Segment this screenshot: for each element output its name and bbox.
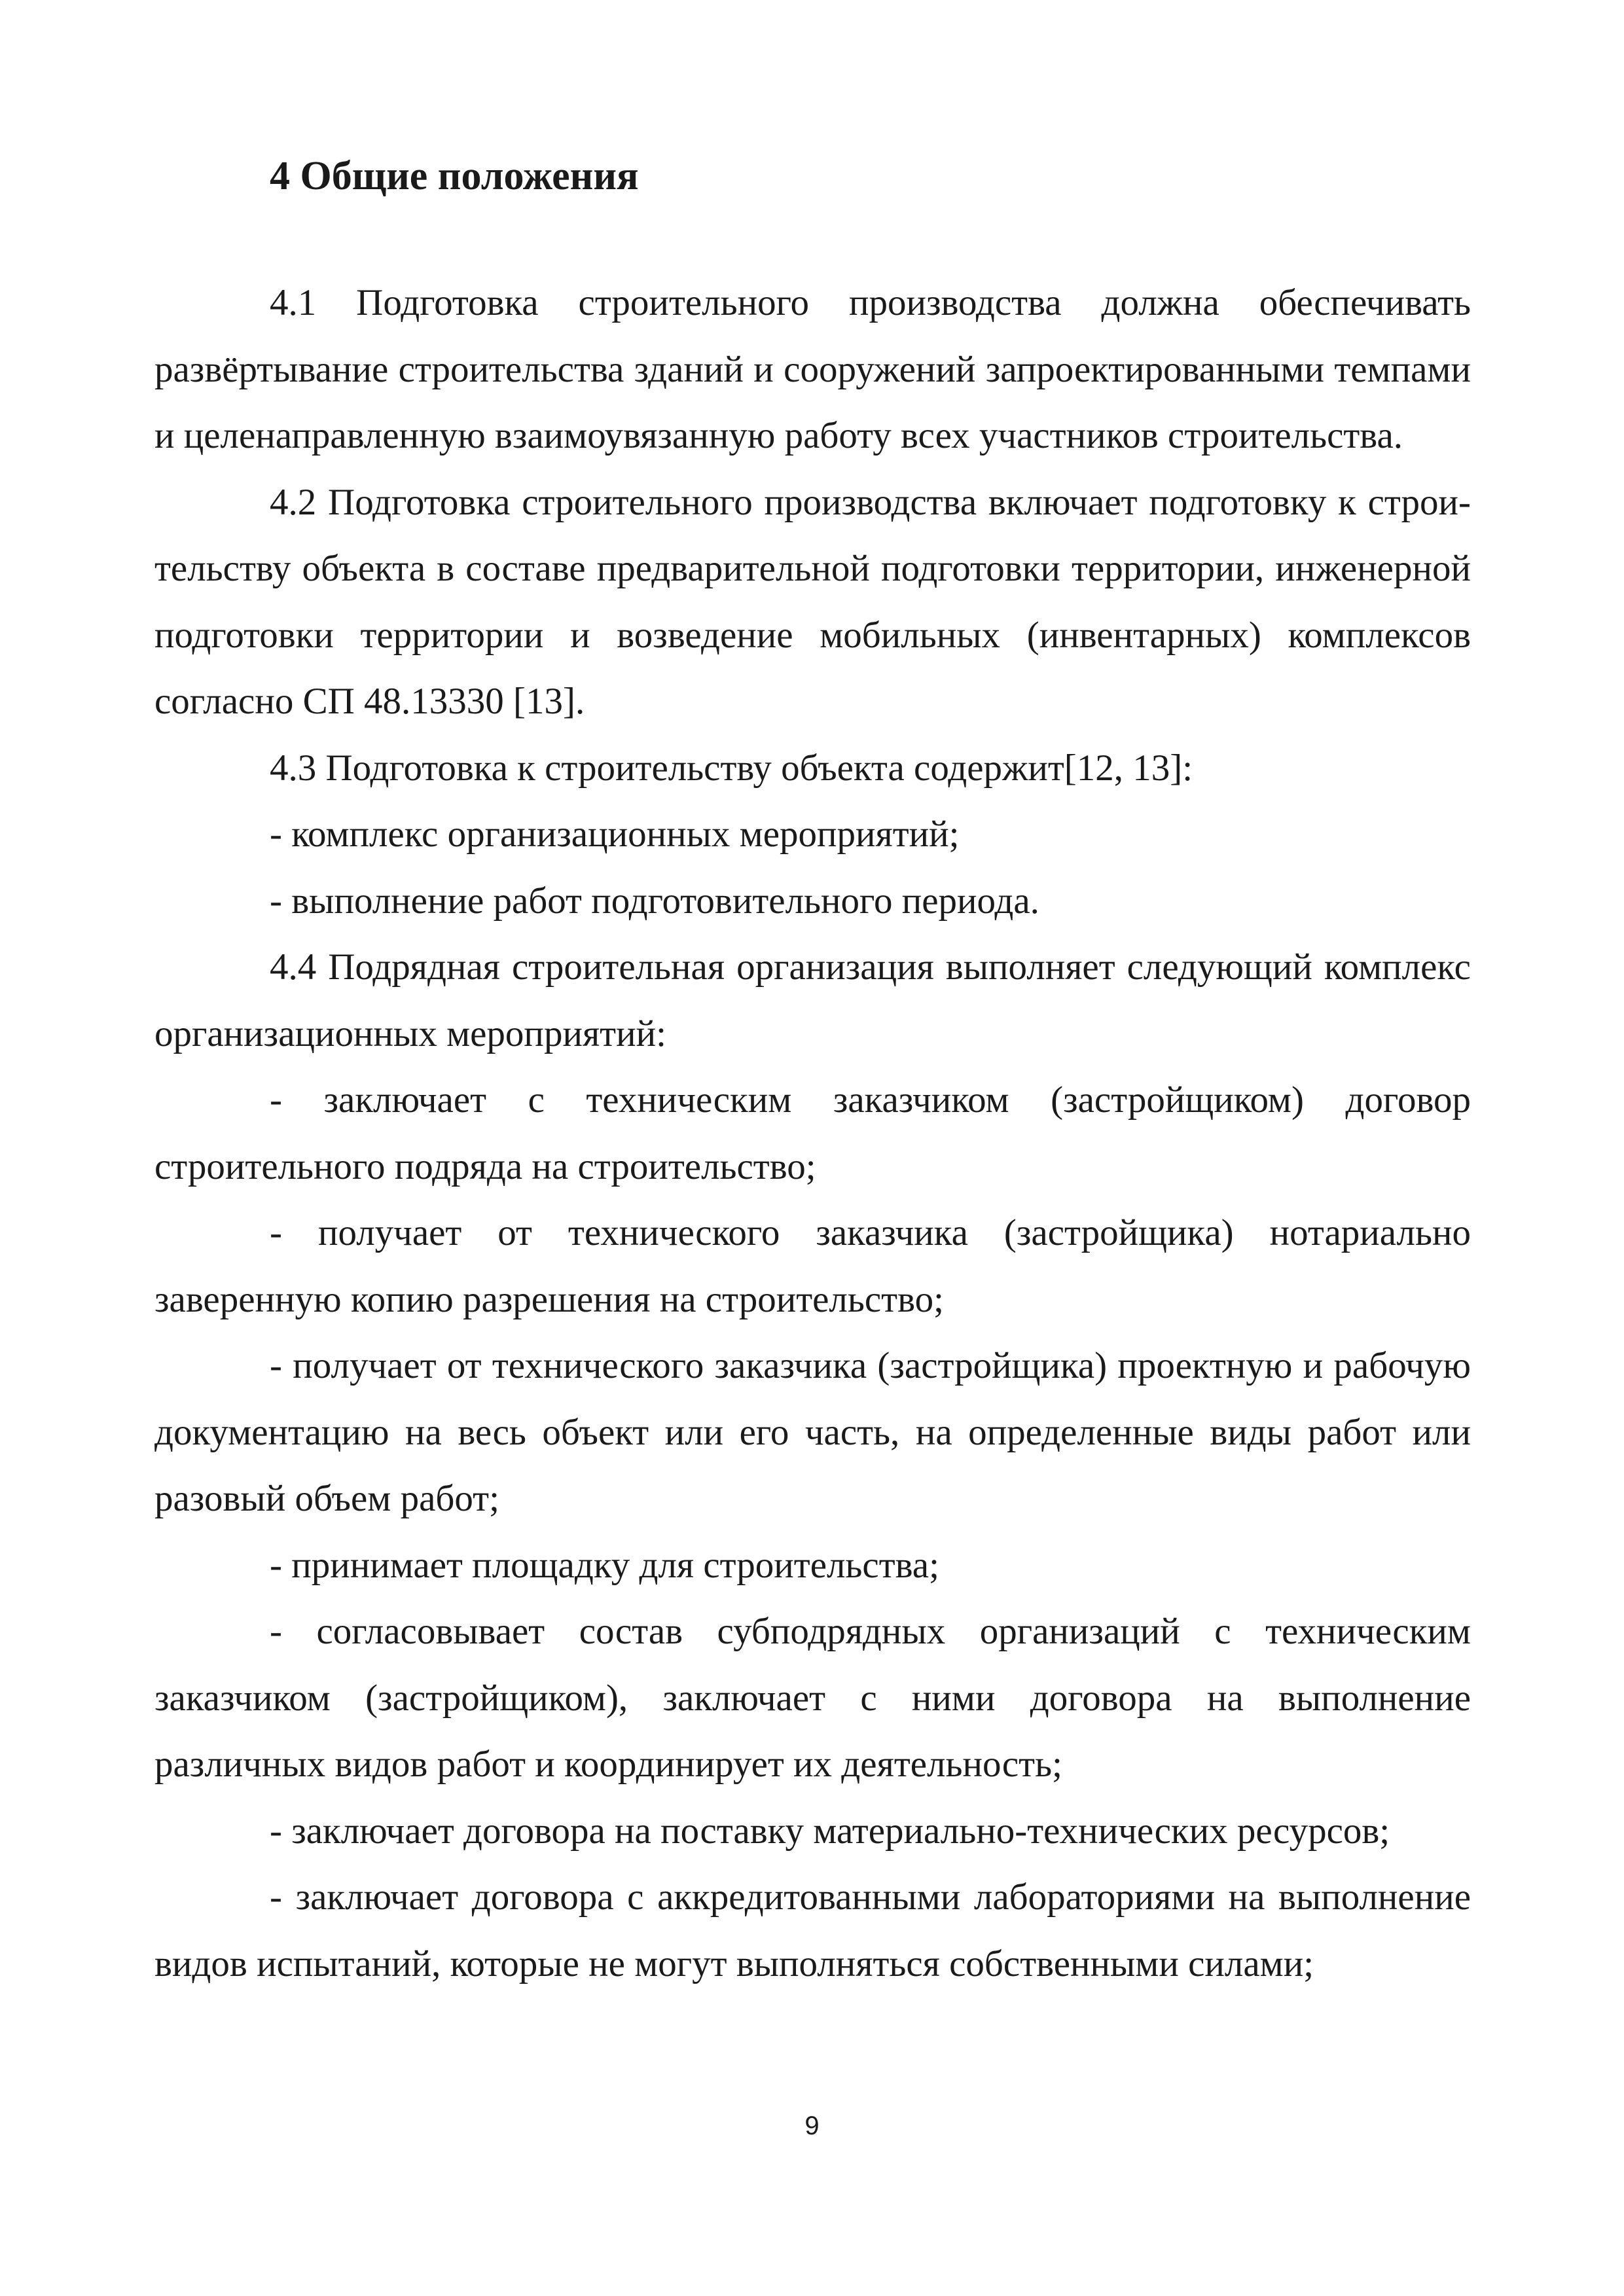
paragraph-4-2: 4.2 Подготовка строительного производства включает подготовку к строительству объекта в составе предварительной подготовки территории, инженерной подготовки территории и возведение мобильных (инвентарных) комплексов согласно СП 48.13330 [13].: [154, 481, 1471, 722]
list-item: - заключает договора с аккредитованными лабораториями на выполнение видов испытаний, которые не могут выполняться собственными силами;: [154, 1876, 1471, 1984]
page-number: 9: [804, 2111, 820, 2140]
paragraph-4-3: 4.3 Подготовка к строительству объекта содержит[12, 13]:: [270, 747, 1193, 789]
list-item: - заключает с техническим заказчиком (застройщиком) договор строительного подряда на строительство;: [154, 1079, 1471, 1187]
list-item: - согласовывает состав субподрядных организаций с техническим заказчиком (застройщиком), заключает с ними договора на выполнение различных видов работ и координирует их деятельность;: [154, 1611, 1471, 1785]
paragraph-4-4: 4.4 Подрядная строительная организация выполняет следующий комплекс организационных мероприятий:: [154, 946, 1471, 1054]
section-body: [154, 270, 1471, 1997]
list-item: - выполнение работ подготовительного периода.: [270, 880, 1039, 922]
section-heading: 4 Общие положения: [270, 154, 639, 198]
list-item: - принимает площадку для строительства;: [270, 1544, 939, 1586]
list-item: - заключает договора на поставку материально-технических ресурсов;: [270, 1810, 1390, 1852]
list-item: - получает от технического заказчика (застройщика) нотариально заверенную копию разрешения на строительство;: [154, 1212, 1471, 1320]
paragraph-4-1: 4.1 Подготовка строительного производства должна обеспечивать развёртывание строительства зданий и сооружений запроектированными темпами и целенаправленную взаимоувязанную работу всех участников строительства.: [154, 282, 1471, 456]
list-item: - комплекс организационных мероприятий;: [270, 814, 960, 855]
list-item: - получает от технического заказчика (застройщика) проектную и рабочую документацию на весь объект или его часть, на определенные виды работ или разовый объем работ;: [154, 1345, 1471, 1519]
